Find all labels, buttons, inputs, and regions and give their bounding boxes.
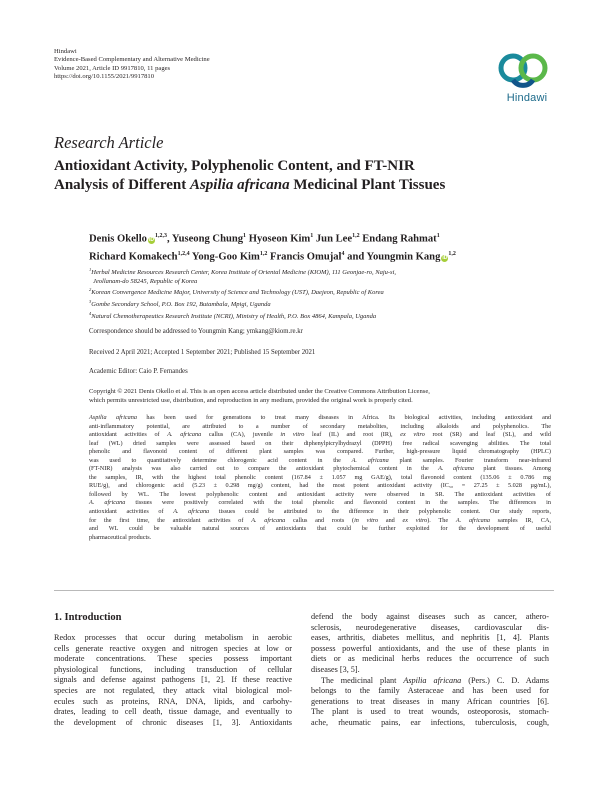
affil-text: Herbal Medicine Resources Research Center, Korea Institute of Oriental Medicine (KIOM), 111 Geonjae-ro, Naju-si, [91, 269, 397, 277]
article-title [54, 157, 554, 195]
affiliation-4 [89, 310, 559, 322]
abstract-line: followed by WL. The lowest polyphenolic content and antioxidant activity were observed in SR. The antioxidant activities of [89, 490, 551, 498]
author-name: Yong-Goo Kim [191, 251, 260, 263]
author-name: Endang Rahmat [362, 233, 437, 245]
received-dates: Received 2 April 2021; Accepted 1 September 2021; Published 15 September 2021 [89, 349, 316, 356]
abstract-line: (FT-NIR) analysis was also carried out to compare the antioxidant phytochemical content in the A. africana plant tissues. Among [89, 465, 551, 473]
affil-number: 4 [89, 310, 92, 316]
abstract-line: antioxidant activities of A. africana tissues could be attributed to the difference in their polyphenolic content. Our study reports, [89, 508, 552, 516]
body-line: moderate concentrations. These species possess important [54, 654, 292, 664]
author-line-1 [89, 229, 559, 247]
title-line-2 [54, 176, 554, 195]
body-line: ecules such as proteins, RNA, DNA, lipids, and carbohy- [54, 696, 292, 706]
body-column-left [54, 633, 292, 728]
abstract-line: the samples, IR, with the highest total phenolic content (167.84 ± 1.057 mg GAE/g), total flavonoid content (135.06 ± 0.786 mg [89, 473, 551, 481]
author-name: Richard Komakech [89, 251, 178, 263]
author-affil: 1,2 [352, 233, 360, 239]
affiliation-3 [89, 298, 559, 310]
body-line: defend the body against diseases such as cancer, athero- [311, 612, 549, 621]
author-affil: 1,2,4 [177, 251, 190, 258]
author-name: Francis Omujal [269, 251, 342, 263]
author-affil: 1 [243, 233, 247, 239]
section-divider [54, 590, 554, 591]
author-name: Youngmin Kang [366, 251, 441, 263]
author-list [89, 229, 559, 265]
body-line: Redox processes that occur during metabolism in aerobic [54, 633, 292, 642]
abstract-line: and WL could be valuable natural sources of antioxidants that could be further exploited for the development of useful [89, 525, 551, 533]
affiliation-1 [89, 266, 559, 278]
affil-number: 2 [89, 287, 92, 293]
abstract-line: pharmaceutical products. [89, 533, 152, 541]
hindawi-logo-text: Hindawi [506, 92, 548, 104]
body-line: ache, rheumatic pains, ear infections, tuberculosis, cough, [311, 717, 549, 727]
body-line: eases, arthritis, diabetes mellitus, and nephritis [1, 4]. Plants [311, 633, 549, 643]
author-affil: 1,2 [259, 251, 268, 258]
article-type: Research Article [54, 133, 164, 152]
publisher-name: Hindawi [54, 48, 77, 55]
affil-text: Natural Chemotherapeutics Research Institute (NCRI), Ministry of Health, P.O. Box 4864, Kampala, Uganda [91, 313, 377, 320]
correspondence: Correspondence should be addressed to Youngmin Kang; ymkang@kiom.re.kr [89, 328, 303, 335]
affil-text: Gombe Secondary School, P.O. Box 192, Butambala, Mpigi, Uganda [91, 301, 271, 309]
affil-number: 1 [89, 267, 92, 272]
body-line: The medicinal plant Aspilia africana (Pers.) C. D. Adams [321, 675, 549, 685]
affiliations [89, 266, 559, 322]
body-column-right [311, 612, 549, 729]
title-line-1: Antioxidant Activity, Polyphenolic Content, and FT-NIR [54, 158, 415, 174]
author-affil: 1,2 [448, 251, 456, 258]
body-line: species are not regulated, they attack vital biological mol- [54, 685, 292, 695]
copyright-notice [89, 388, 551, 405]
author-line-2 [89, 247, 559, 265]
body-line: cells generate reactive oxygen and nitrogen species at low or [54, 643, 292, 653]
body-line: The plant is used to treat wounds, osteoporosis, stomach- [311, 707, 549, 717]
author-affil: 1,2,3 [154, 233, 167, 239]
abstract-line: antioxidant activities of A. africana callus (CA), juvenile in vitro leaf (IL) and root (IR), ex vitro root (SR) and leaf (SL), and wild [89, 431, 551, 439]
title-text: Medicinal Plant Tissues [289, 177, 446, 193]
abstract [89, 414, 551, 542]
abstract-line: RUE/g), and chlorogenic acid (5.23 ± 0.298 mg/g) content, had the most potent antioxidant activity (IC₅₀ = 27.25 ± 5.028 µg/mL), [89, 482, 551, 490]
author-sep: , [166, 233, 172, 245]
copyright-line: Copyright © 2021 Denis Okello et al. This is an open access article distributed under the Creative Commons Attribution License, [89, 388, 430, 395]
author-name: Hyoseon Kim [248, 233, 311, 245]
doi-link[interactable]: https://doi.org/10.1155/2021/9917810 [54, 72, 155, 80]
copyright-line: which permits unrestricted use, distribution, and reproduction in any medium, provided the original work is properly cited. [89, 396, 413, 404]
abstract-line: Aspilia africana has been used for generations to treat many diseases in Africa. Its biological activities, including antioxidant and [89, 414, 552, 421]
body-line: physiological functions, including transduction of cellular [54, 664, 292, 674]
body-line: diseases [3, 5]. [311, 664, 360, 674]
title-species: Aspilia africana [189, 177, 290, 193]
body-line: diets or as medicinal herbs reduces the occurrence of such [311, 654, 549, 664]
section-heading: 1. Introduction [54, 612, 122, 623]
body-line: generations to treat diseases in many African countries [6]. [311, 696, 549, 706]
journal-info [54, 48, 394, 81]
orcid-icon[interactable]: iD [442, 254, 448, 261]
body-line: possess powerful antioxidants, and the use of these plants in [311, 643, 549, 653]
abstract-line: leaf (WL) dried samples were assessed based on their diphenylpicrylhydrazyl (DPPH) free radical scavenging abilities. The total [89, 439, 551, 447]
affiliation-2 [89, 286, 559, 298]
author-name: Denis Okello [89, 233, 147, 245]
body-line: belongs to the family Asteraceae and has been used for [311, 686, 549, 696]
abstract-line: was used to quantitatively determine chlorogenic acid content in the A. africana plant samples. Fourier transform near-infrared [89, 456, 551, 464]
abstract-line: for the first time, the antioxidant activities of A. africana callus and roots (in vitro and ex vitro). The A. africana samples IR, CA, [89, 516, 551, 524]
author-affil: 4 [341, 251, 345, 258]
affiliation-1-cont: Jeollanam-do 58245, Republic of Korea [93, 277, 198, 285]
abstract-line: anti-inflammatory potential, are attributed to a number of secondary metabolites, including alkaloids and polyphenolics. The [89, 422, 551, 430]
abstract-line: A. africana tissues were positively correlated with the total phenolic and flavonoid content in the samples. The differences in [89, 499, 551, 507]
title-text: Analysis of Different [54, 177, 190, 193]
author-affil: 1 [436, 233, 440, 239]
orcid-icon[interactable]: iD [148, 236, 154, 243]
author-sep: and [344, 251, 367, 263]
affil-number: 3 [89, 299, 92, 305]
author-name: Yuseong Chung [171, 233, 244, 245]
academic-editor: Academic Editor: Caio P. Fernandes [89, 368, 188, 375]
author-affil: 1 [310, 233, 314, 239]
author-name: Jun Lee [315, 233, 353, 245]
abstract-line: phenolic and flavonoid content of different plant samples was compared. Further, high-pressure liquid chromatography (HPLC) [89, 448, 551, 456]
body-line: sclerosis, neurodegenerative diseases, cardiovascular dis- [311, 622, 549, 632]
body-line: drates, leading to cell death, tissue damage, and eventually to [54, 707, 292, 717]
journal-name: Evidence-Based Complementary and Alternative Medicine [54, 56, 210, 64]
body-line: signals and defense against pathogens [1, 2]. If these reactive [54, 675, 292, 685]
affil-text: Korean Convergence Medicine Major, University of Science and Technology (UST), Daejeon, Republic of Korea [91, 289, 384, 297]
body-line: the development of chronic diseases [1, 3]. Antioxidants [54, 717, 292, 727]
volume-info: Volume 2021, Article ID 9917810, 11 pages [54, 64, 171, 72]
